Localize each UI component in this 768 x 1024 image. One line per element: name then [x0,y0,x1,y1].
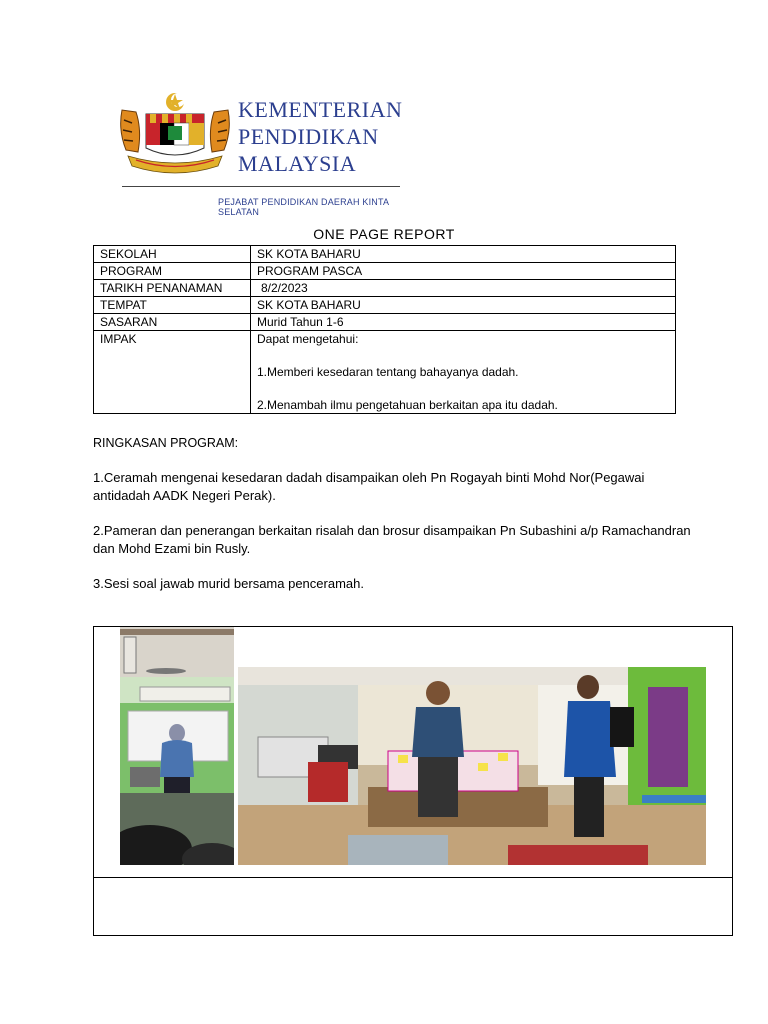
tarikh-value [251,280,676,297]
sekolah-value: SK KOTA BAHARU [251,246,676,263]
summary-heading: RINGKASAN PROGRAM: [93,436,239,450]
table-row [94,246,676,263]
ministry-name-line3: MALAYSIA [238,151,357,176]
exhibition-photo [238,667,706,865]
tarikh-label: TARIKH PENANAMAN [94,280,251,297]
district-office-name: PEJABAT PENDIDIKAN DAERAH KINTA SELATAN [218,197,389,217]
table-row [94,314,676,331]
program-info-table [93,245,676,414]
summary-point-1: 1.Ceramah mengenai kesedaran dadah disampaikan oleh Pn Rogayah binti Mohd Nor(Pegawai antidadah AADK Negeri Perak). [93,470,645,503]
sasaran-value: Murid Tahun 1-6 [251,314,676,331]
impak-label: IMPAK [94,331,251,414]
ministry-name [238,96,402,177]
impak-intro: Dapat mengetahui: [257,332,359,346]
tarikh-value-text: 8/2/2023 [261,281,308,295]
ministry-name-line1: KEMENTERIAN [238,97,403,122]
speaker-photo [120,627,234,865]
impak-point-2: 2.Menambah ilmu pengetahuan berkaitan apa itu dadah. [257,398,558,412]
table-row [94,331,676,414]
tempat-label: TEMPAT [94,297,251,314]
sasaran-label: SASARAN [94,314,251,331]
summary-point-2: 2.Pameran dan penerangan berkaitan risalah dan brosur disampaikan Pn Subashini a/p Ramachandran dan Mohd Ezami bin Rusly. [93,523,691,556]
malaysia-crest-icon [116,90,234,182]
impak-spacer [257,347,669,364]
table-row [94,280,676,297]
header-divider [122,186,400,187]
report-title: ONE PAGE REPORT [313,226,455,242]
impak-value [251,331,676,414]
program-value: PROGRAM PASCA [251,263,676,280]
photo-table-divider [94,877,732,878]
program-label: PROGRAM [94,263,251,280]
table-row [94,263,676,280]
table-row [94,297,676,314]
tempat-value: SK KOTA BAHARU [251,297,676,314]
impak-spacer [257,380,669,397]
photo-table [93,626,733,936]
program-summary [93,434,693,610]
summary-point-3: 3.Sesi soal jawab murid bersama penceramah. [93,576,364,591]
impak-point-1: 1.Memberi kesedaran tentang bahayanya dadah. [257,365,519,379]
ministry-name-line2: PENDIDIKAN [238,124,379,149]
ministry-logo [112,86,412,216]
sekolah-label: SEKOLAH [94,246,251,263]
